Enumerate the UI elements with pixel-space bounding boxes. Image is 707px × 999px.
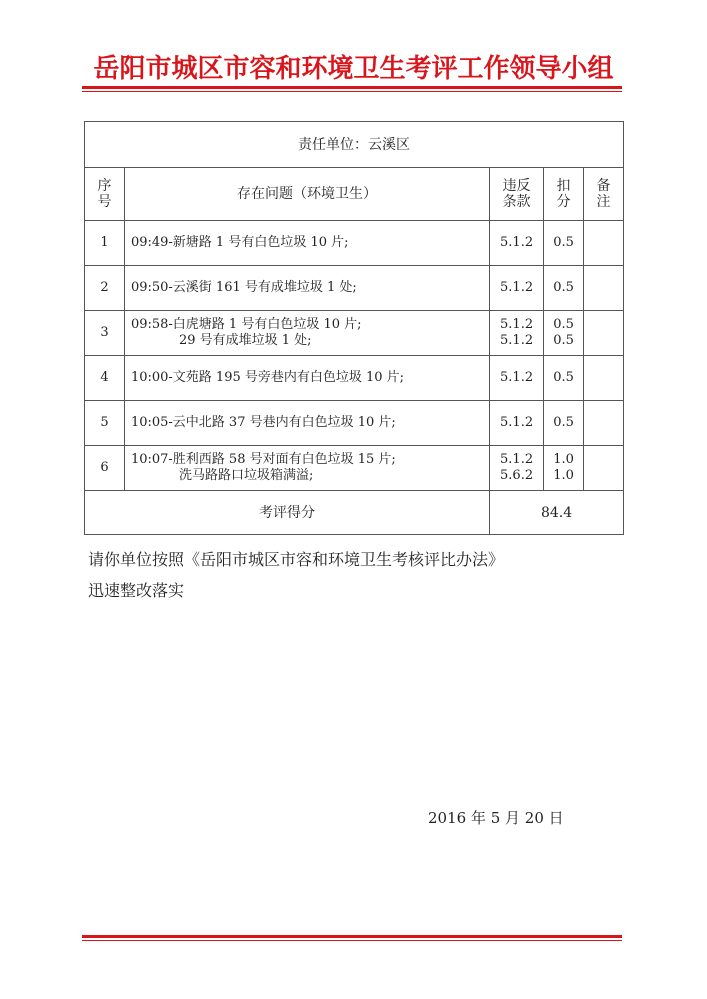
title-rule-thin — [82, 91, 622, 92]
table-row: 2 09:50-云溪街 161 号有成堆垃圾 1 处; 5.1.2 0.5 — [85, 266, 624, 311]
title-rule-thick — [82, 86, 622, 89]
table-row: 4 10:00-文苑路 195 号旁巷内有白色垃圾 10 片; 5.1.2 0.5 — [85, 356, 624, 401]
responsible-unit: 责任单位：云溪区 — [85, 122, 624, 168]
header-remark: 备 注 — [584, 168, 624, 221]
table-row: 5 10:05-云中北路 37 号巷内有白色垃圾 10 片; 5.1.2 0.5 — [85, 401, 624, 446]
table-row: 6 10:07-胜利西路 58 号对面有白色垃圾 15 片; 洗马路路口垃圾箱满溢; 5.1.2 5.6.2 1.0 1.0 — [85, 446, 624, 491]
instruction-line-1: 请你单位按照《岳阳市城区市容和环境卫生考核评比办法》 — [88, 550, 505, 569]
header-clause: 违反 条款 — [490, 168, 544, 221]
footer-rule-thin — [82, 940, 622, 941]
footer-rule-thick — [82, 935, 622, 938]
instruction-line-2: 迅速整改落实 — [88, 581, 185, 600]
table-row: 3 09:58-白虎塘路 1 号有白色垃圾 10 片; 29 号有成堆垃圾 1 处; 5.1.2 5.1.2 0.5 0.5 — [85, 311, 624, 356]
header-deduct: 扣 分 — [544, 168, 584, 221]
score-value: 84.4 — [490, 491, 624, 535]
header-seq: 序 号 — [85, 168, 125, 221]
header-issue: 存在问题（环境卫生） — [124, 168, 489, 221]
table-row: 1 09:49-新塘路 1 号有白色垃圾 10 片; 5.1.2 0.5 — [85, 221, 624, 266]
document-title: 岳阳市城区市容和环境卫生考评工作领导小组 — [93, 54, 614, 84]
inspection-table — [84, 121, 624, 535]
score-label: 考评得分 — [85, 491, 490, 535]
document-date: 2016 年 5 月 20 日 — [428, 809, 564, 827]
